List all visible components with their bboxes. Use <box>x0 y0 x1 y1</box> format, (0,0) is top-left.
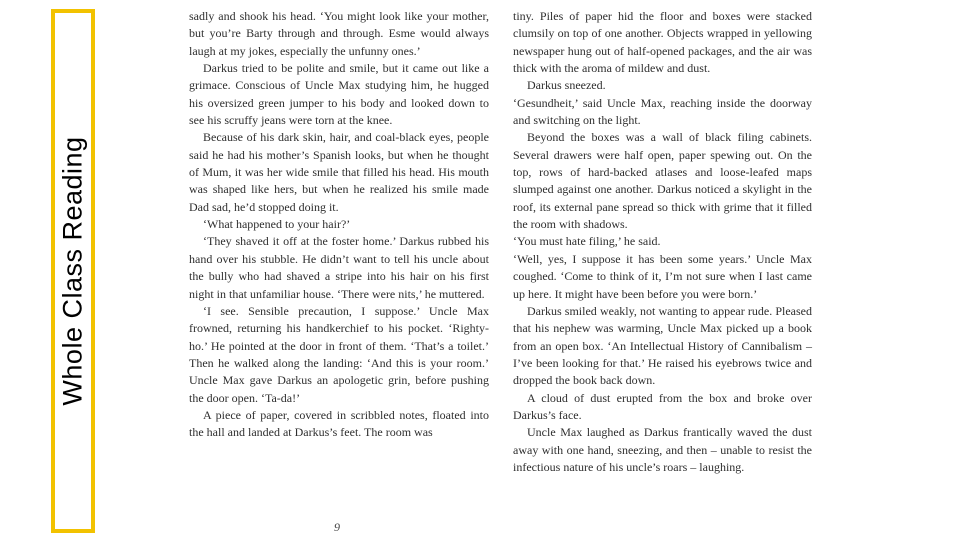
paragraph: ‘Well, yes, I suppose it has been some years.’ Uncle Max coughed. ‘Come to think of it, I’m not sure when I last came up here. It might have been before you were born.’ <box>513 251 812 301</box>
paragraph: tiny. Piles of paper hid the floor and boxes were stacked clumsily on top of one another. Objects wrapped in yellowing newspaper hung out of half-opened packages, and the air was thick with the aroma of mildew and dust. <box>513 9 812 76</box>
paragraph: Darkus tried to be polite and smile, but it came out like a grimace. Conscious of Uncle Max studying him, he hugged his oversized green jumper to his body and looked down to see his scruffy jeans were torn at the knee. <box>189 61 489 128</box>
paragraph: Darkus smiled weakly, not wanting to appear rude. Pleased that his nephew was warming, Uncle Max picked up a book from an open box. ‘An Intellectual History of Cannibalism – I’ve been looking for that.’ He raised his eyebrows twice and dropped the book back down. <box>513 303 812 388</box>
paragraph: sadly and shook his head. ‘You might look like your mother, but you’re Barty through and through. Esme would always laugh at my jokes, especially the unfunny ones.’ <box>189 9 489 58</box>
paragraph: Because of his dark skin, hair, and coal-black eyes, people said he had his mother’s Spanish looks, but when he thought of Mum, it was her wide smile that filled his head. His mouth was shaped like hers, but when he realized his smile made Dad sad, he’d stopped doing it. <box>189 130 489 214</box>
banner-title: Whole Class Reading <box>57 136 88 406</box>
page-number: 9 <box>334 520 340 534</box>
paragraph: Beyond the boxes was a wall of black filing cabinets. Several drawers were half open, paper spewing out. On the top, rows of hard-backed atlases and loose-leafed maps slumped against one another. Darkus noticed a skylight in the roof, its external pane spread so thick with grime that it filled the room with shadows. <box>513 130 812 232</box>
paragraph: A cloud of dust erupted from the box and broke over Darkus’s face. <box>513 390 812 422</box>
paragraph: ‘I see. Sensible precaution, I suppose.’ Uncle Max frowned, returning his handkerchief to his pocket. ‘Righty-ho.’ He pointed at the door in front of them. ‘That’s a toilet.’ Then he walked along the landing: ‘And this is your room.’ Uncle Max gave Darkus an apologetic grin, before pushing the door open. ‘Ta-da!’ <box>189 303 489 405</box>
paragraph: ‘They shaved it off at the foster home.’ Darkus rubbed his hand over his stubble. He didn’t want to tell his uncle about the bully who had shaved a stripe into his hair on his first night in that unfamiliar house. ‘There were nits,’ he muttered. <box>189 234 489 301</box>
paragraph: Uncle Max laughed as Darkus frantically waved the dust away with one hand, sneezing, and then – unable to resist the infectious nature of his uncle’s roars – laughing. <box>513 425 812 474</box>
whole-class-reading-banner <box>51 9 95 533</box>
paragraph: A piece of paper, covered in scribbled notes, floated into the hall and landed at Darkus’s feet. The room was <box>189 407 489 440</box>
paragraph: ‘Gesundheit,’ said Uncle Max, reaching inside the doorway and switching on the light. <box>513 95 812 128</box>
right-book-page <box>513 8 812 476</box>
paragraph: Darkus sneezed. <box>527 78 606 93</box>
paragraph: ‘What happened to your hair?’ <box>203 217 351 232</box>
left-book-page <box>189 8 489 442</box>
paragraph: ‘You must hate filing,’ he said. <box>513 234 661 249</box>
